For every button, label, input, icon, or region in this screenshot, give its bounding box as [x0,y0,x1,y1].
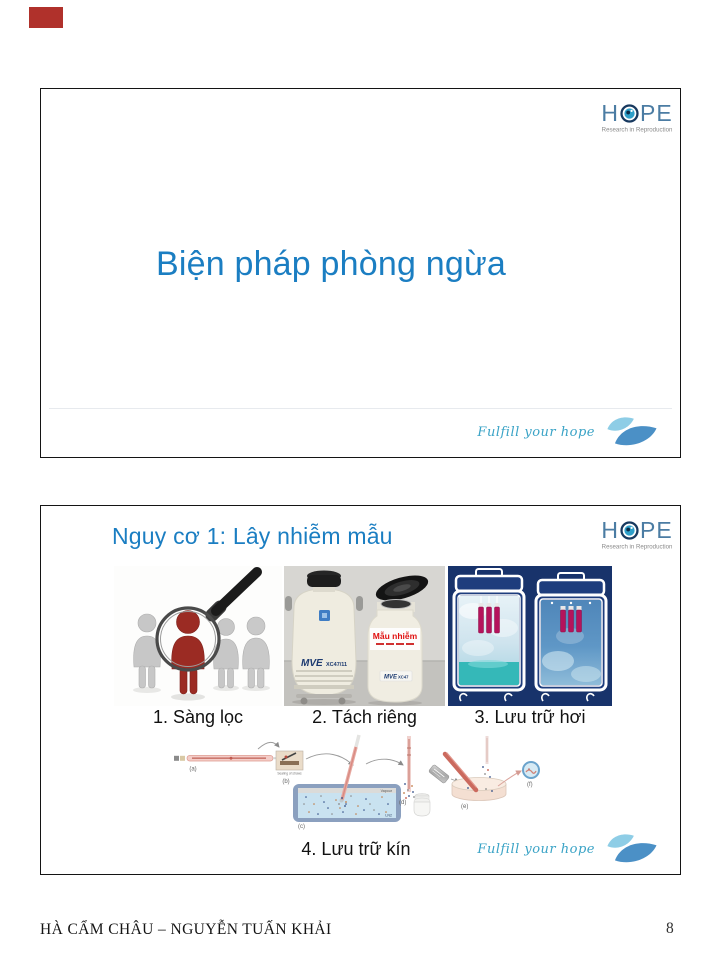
diagram-label-a: (a) [189,766,197,773]
slide2-title: Nguy cơ 1: Lây nhiễm mẫu [112,523,393,549]
caption-step1: 1. Sàng lọc [152,707,244,727]
arrow-c-to-d [366,759,403,765]
diagram-label-b: (b) [282,779,290,785]
magnifier-people-illustration [114,566,282,706]
hope-wordmark [601,519,672,542]
tank-left [454,569,524,701]
divider-line [49,408,672,409]
hope-eye-icon [620,104,639,123]
caption-step3: 3. Lưu trữ hơi [474,707,586,727]
diagram-straw-d [399,736,415,806]
screening-image [114,566,282,706]
diagram-ln2-bath [293,735,401,830]
hope-logo [585,102,689,136]
caption-step2: 2. Tách riêng [312,707,417,727]
hope-letters-pe: PE [640,100,673,126]
corner-marker [29,7,63,28]
fulfill-slogan [477,832,660,866]
diagram-petri-dish [523,762,539,788]
diagram-cryo-jar [414,794,430,817]
leaf-logo-icon [602,415,660,449]
dewar-right-brand: MVE [384,674,398,681]
hope-tagline: Research in Reproduction [601,126,673,133]
fulfill-text: Fulfill your hope [477,424,595,440]
diagram-label-f: (f) [527,782,533,788]
hope-logo [585,519,689,553]
tanks-illustration [448,566,612,706]
bath-vapour-label: Vapour [380,789,392,793]
diagram-sealer-photo [276,751,303,785]
hope-tagline: Research in Reproduction [601,543,673,550]
slide-2 [40,505,681,875]
hope-eye-icon [620,521,639,540]
sealer-photo-caption: Sealing of straws [277,771,302,776]
arrow-a-to-b [258,742,279,749]
fulfill-slogan [477,415,660,449]
slide-1 [40,88,681,458]
slide1-title: Biện pháp phòng ngừa [155,245,507,283]
dewar-right-model: XC47 [398,674,409,680]
dewar-banner: Mẫu nhiễm [372,631,418,641]
bath-ln2-label: LN2 [385,813,392,818]
dewars-photo [284,566,445,706]
tank-right [536,573,606,701]
arrow-e-to-f [498,771,521,786]
hope-letter-h: H [601,100,619,126]
hope-wordmark [601,102,672,125]
fulfill-text: Fulfill your hope [477,841,595,857]
vapor-tanks-image [448,566,612,706]
page-number: 8 [666,920,674,937]
dewar-left-model: XC47/11 [326,662,348,668]
caption-step4: 4. Lưu trữ kín [301,839,411,859]
dewars-illustration [284,566,445,706]
leaf-logo-icon [602,832,660,866]
diagram-label-c: (c) [298,824,305,830]
hope-letters-pe: PE [640,517,673,543]
hope-letter-h: H [601,517,619,543]
diagram-warming-dish [445,736,506,810]
sample-vials [561,606,582,632]
diagram-straw-a [174,756,285,773]
closed-system-diagram [146,734,646,834]
diagram-label-d: (d) [399,800,407,806]
arrow-b-to-c [306,754,353,765]
footer-authors: HÀ CẨM CHÂU – NGUYỄN TUẤN KHẢI [40,921,332,938]
diagram-label-e: (e) [461,804,469,810]
dewar-left-brand: MVE [301,658,323,669]
